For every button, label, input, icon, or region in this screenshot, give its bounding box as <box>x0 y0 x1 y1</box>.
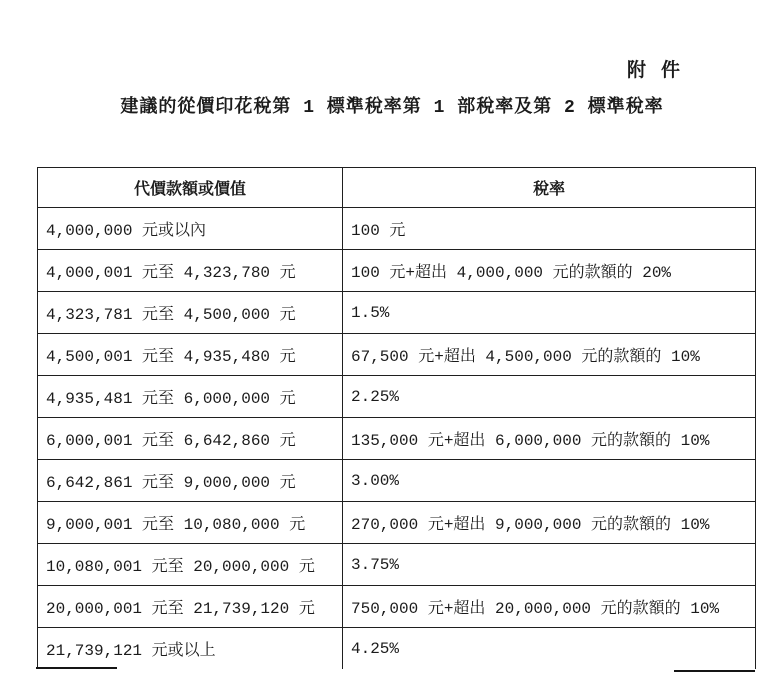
rate-cell: 2.25% <box>343 376 756 418</box>
stamp-duty-rates-table <box>37 167 756 669</box>
document-heading: 建議的從價印花稅第 1 標準稅率第 1 部稅率及第 2 標準稅率 <box>120 98 664 118</box>
header-cell-amount: 代價款額或價值 <box>38 168 343 208</box>
amount-cell: 4,000,000 元或以內 <box>38 208 343 250</box>
rate-cell: 4.25% <box>343 628 756 670</box>
table-row <box>38 418 756 460</box>
rate-cell: 750,000 元+超出 20,000,000 元的款額的 10% <box>343 586 756 628</box>
table-row <box>38 460 756 502</box>
table-header-row <box>38 168 756 208</box>
amount-cell: 4,000,001 元至 4,323,780 元 <box>38 250 343 292</box>
rate-cell: 3.75% <box>343 544 756 586</box>
table-row <box>38 376 756 418</box>
amount-cell: 20,000,001 元至 21,739,120 元 <box>38 586 343 628</box>
table-row <box>38 334 756 376</box>
amount-cell: 6,000,001 元至 6,642,860 元 <box>38 418 343 460</box>
amount-cell: 6,642,861 元至 9,000,000 元 <box>38 460 343 502</box>
table-row <box>38 628 756 670</box>
rate-cell: 100 元 <box>343 208 756 250</box>
table-row <box>38 292 756 334</box>
rate-cell: 67,500 元+超出 4,500,000 元的款額的 10% <box>343 334 756 376</box>
rate-cell: 100 元+超出 4,000,000 元的款額的 20% <box>343 250 756 292</box>
table-row <box>38 250 756 292</box>
table-row <box>38 502 756 544</box>
rate-cell: 1.5% <box>343 292 756 334</box>
table-row <box>38 208 756 250</box>
amount-cell: 9,000,001 元至 10,080,000 元 <box>38 502 343 544</box>
rate-cell: 270,000 元+超出 9,000,000 元的款額的 10% <box>343 502 756 544</box>
table-bottom-border-stub-right <box>674 670 755 672</box>
rate-cell: 3.00% <box>343 460 756 502</box>
header-cell-rate: 稅率 <box>343 168 756 208</box>
rate-cell: 135,000 元+超出 6,000,000 元的款額的 10% <box>343 418 756 460</box>
amount-cell: 4,935,481 元至 6,000,000 元 <box>38 376 343 418</box>
amount-cell: 21,739,121 元或以上 <box>38 628 343 670</box>
table-row <box>38 586 756 628</box>
table-row <box>38 544 756 586</box>
table-bottom-border-stub-left <box>36 667 117 669</box>
annex-label: 附件 <box>627 60 696 82</box>
amount-cell: 4,323,781 元至 4,500,000 元 <box>38 292 343 334</box>
amount-cell: 10,080,001 元至 20,000,000 元 <box>38 544 343 586</box>
amount-cell: 4,500,001 元至 4,935,480 元 <box>38 334 343 376</box>
